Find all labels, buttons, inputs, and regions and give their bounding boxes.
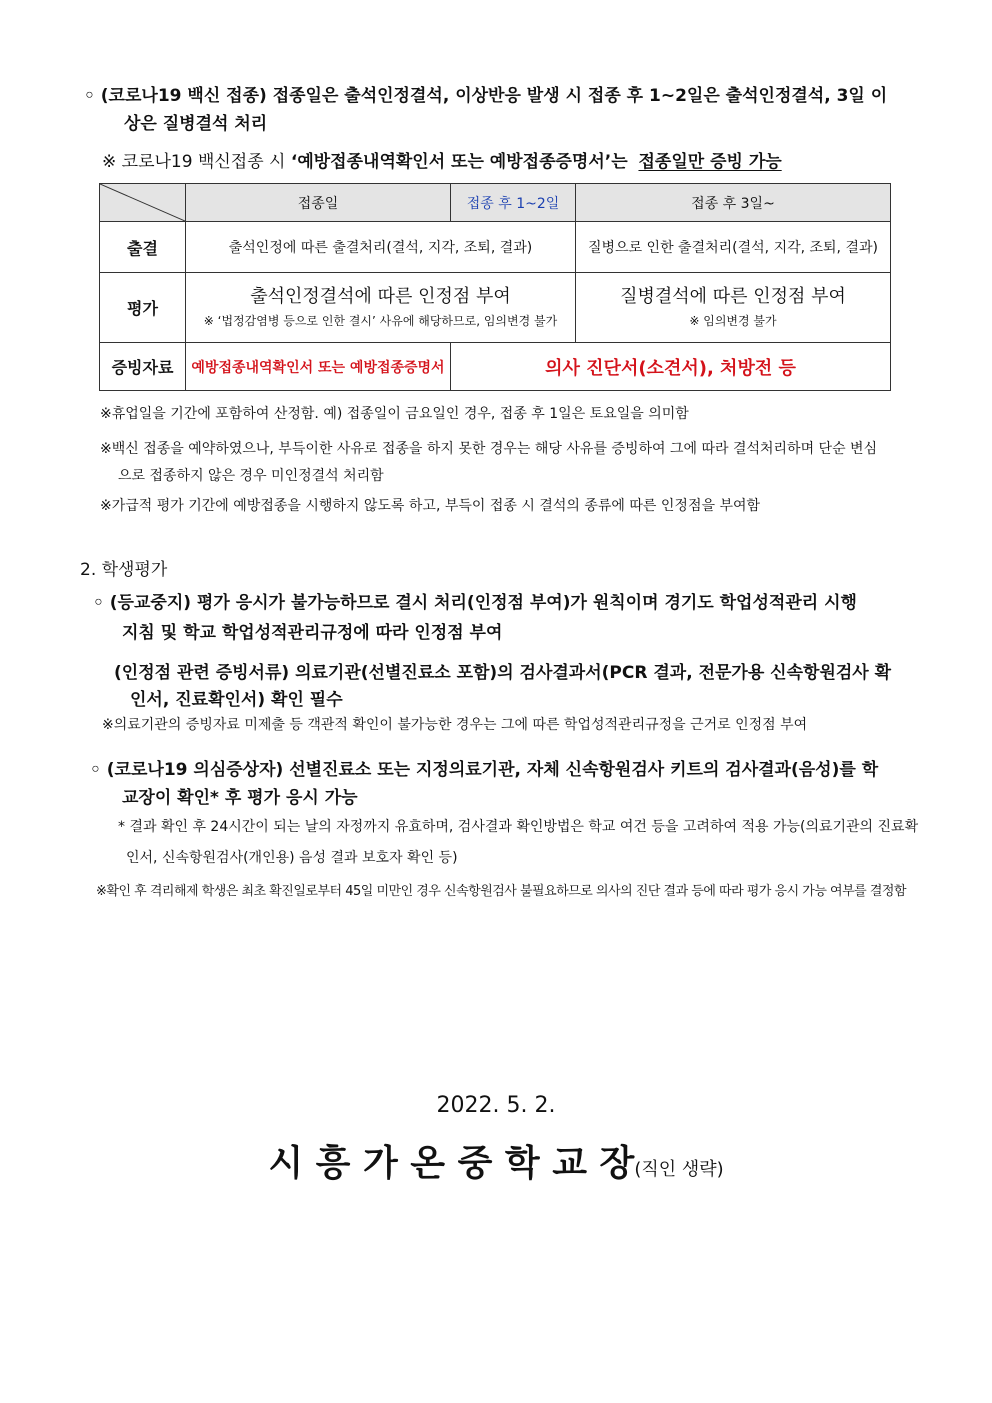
- note-quarantine-release: ※확인 후 격리해제 학생은 최초 확진일로부터 45일 미만인 경우 신속항원검사 불필요하므로 의사의 진단 결과 등에 따라 평가 응시 가능 여부를 결정함: [96, 884, 907, 899]
- evaluation-illness-main: 질병결석에 따른 인정점 부여: [620, 285, 846, 307]
- signature-line: [0, 1135, 992, 1186]
- star-note-line2: 인서, 신속항원검사(개인용) 음성 결과 보호자 확인 등): [126, 850, 458, 866]
- suspension-bullet-line2: 지침 및 학교 학업성적관리규정에 따라 인정점 부여: [122, 623, 503, 643]
- note-reservation-line1: ※백신 접종을 예약하였으나, 부득이한 사유로 접종을 하지 못한 경우는 해당 사유를 증빙하여 그에 따라 결석처리하며 단순 변심: [100, 441, 878, 457]
- evaluation-illness-note: ※ 임의변경 불가: [689, 313, 777, 328]
- note-avoid-vaccination: ※가급적 평가 기간에 예방접종을 시행하지 않도록 하고, 부득이 접종 시 결석의 종류에 따른 인정점을 부여함: [100, 498, 761, 514]
- suspension-bullet-line1: ◦ (등교중지) 평가 응시가 불가능하므로 결시 처리(인정점 부여)가 원칙이며 경기도 학업성적관리 시행: [93, 593, 857, 613]
- header-day3-plus: 접종 후 3일~: [576, 184, 891, 222]
- evaluation-cell-recognized: [186, 273, 576, 343]
- table-row-attendance: [100, 222, 891, 273]
- note-reservation-line2: 으로 접종하지 않은 경우 미인정결석 처리함: [118, 468, 384, 484]
- diagonal-line-icon: [100, 184, 185, 221]
- evidence-docs-line1: (인정점 관련 증빙서류) 의료기관(선별진료소 포함)의 검사결과서(PCR 결과, 전문가용 신속항원검사 확: [114, 663, 892, 683]
- row-label-evaluation: 평가: [100, 273, 186, 343]
- attendance-cell-recognized: 출석인정에 따른 출결처리(결석, 지각, 조퇴, 결과): [186, 222, 576, 273]
- note-holiday-counting: ※휴업일을 기간에 포함하여 산정함. 예) 접종일이 금요일인 경우, 접종 후 1일은 토요일을 의미함: [100, 406, 689, 422]
- section2-title: 2. 학생평가: [80, 560, 168, 580]
- symptom-bullet-line2: 교장이 확인* 후 평가 응시 가능: [122, 788, 358, 808]
- attendance-cell-illness: 질병으로 인한 출결처리(결석, 지각, 조퇴, 결과): [576, 222, 891, 273]
- vaccine-attendance-table: [99, 183, 891, 391]
- table-row-evidence: [100, 343, 891, 391]
- header-day1-2: 접종 후 1~2일: [451, 184, 576, 222]
- evaluation-recognized-main: 출석인정결석에 따른 인정점 부여: [250, 285, 511, 307]
- symptom-bullet-line1: ◦ (코로나19 의심증상자) 선별진료소 또는 지정의료기관, 자체 신속항원검사 키트의 검사결과(음성)를 학: [90, 760, 879, 780]
- table-corner-cell: [100, 184, 186, 222]
- table-row-evaluation: [100, 273, 891, 343]
- star-note-line1: * 결과 확인 후 24시간이 되는 날의 자정까지 유효하며, 검사결과 확인방법은 학교 여건 등을 고려하여 적용 가능(의료기관의 진료확: [118, 819, 919, 835]
- evaluation-recognized-note: ※ ‘법정감염병 등으로 인한 결시’ 사유에 해당하므로, 임의변경 불가: [203, 313, 558, 328]
- vaccine-reference-note: [102, 148, 782, 176]
- evaluation-cell-illness: [576, 273, 891, 343]
- seal-omitted-note: (직인 생략): [634, 1159, 724, 1180]
- document-date: 2022. 5. 2.: [436, 1093, 556, 1118]
- evidence-docs-line2: 인서, 진료확인서) 확인 필수: [130, 690, 343, 710]
- principal-signer: 시 흥 가 온 중 학 교 장: [268, 1143, 635, 1184]
- ref-note-quoted: ‘예방접종내역확인서 또는 예방접종증명서’는: [290, 152, 628, 172]
- row-label-evidence: 증빙자료: [100, 343, 186, 391]
- vaccine-bullet-line2: 상은 질병결석 처리: [124, 114, 268, 134]
- note-no-evidence: ※의료기관의 증빙자료 미제출 등 객관적 확인이 불가능한 경우는 그에 따른 학업성적관리규정을 근거로 인정점 부여: [102, 717, 808, 733]
- table-header-row: [100, 184, 891, 222]
- ref-note-underlined: 접종일만 증빙 가능: [638, 152, 782, 172]
- ref-note-prefix: ※ 코로나19 백신접종 시: [102, 152, 291, 172]
- header-vaccination-day: 접종일: [186, 184, 451, 222]
- vaccine-bullet-line1: ◦ (코로나19 백신 접종) 접종일은 출석인정결석, 이상반응 발생 시 접종 후 1~2일은 출석인정결석, 3일 이: [84, 86, 888, 106]
- evidence-cell-doctor: 의사 진단서(소견서), 처방전 등: [451, 343, 891, 391]
- row-label-attendance: 출결: [100, 222, 186, 273]
- evidence-cell-vaccination: 예방접종내역확인서 또는 예방접종증명서: [186, 343, 451, 391]
